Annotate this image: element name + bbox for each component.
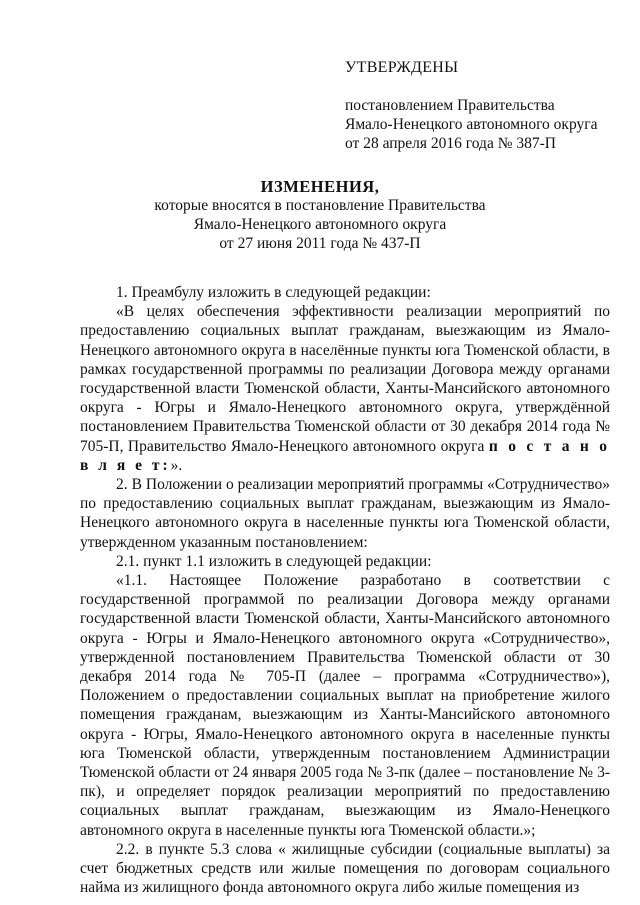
approval-heading: УТВЕРЖДЕНЫ	[345, 59, 459, 76]
paragraph-6: 2.2. в пункте 5.3 слова « жилищные субсидии (социальные выплаты) за счет бюджетных средств или жилые помещения по договорам социального найма из жилищного фонда автономного округа либо жилые помещения из	[80, 840, 610, 897]
paragraph-2	[80, 302, 610, 475]
paragraph-5: «1.1. Настоящее Положение разработано в соответствии с государственной программой по реализации Договора между органами государственной власти Тюменской области, Ханты-Мансийского автономного округа - Югры и Ямало-Ненецкого автономного округа «Сотрудничество», утвержденной постановлением Правительства Тюменской области от 30 декабря 2014 года № 705-П (далее – программа «Сотрудничество»), Положением о предоставлении социальных выплат на приобретение жилого помещения гражданам, выезжающим из Ханты-Мансийского автономного округа - Югры, Ямало-Ненецкого автономного округа в населенные пункты юга Тюменской области, утвержденным постановлением Администрации Тюменской области от 24 января 2005 года № 3-пк (далее – постановление № 3-пк), и определяет порядок реализации мероприятий по предоставлению социальных выплат гражданам, выезжающим из Ямало-Ненецкого автономного округа в населенные пункты юга Тюменской области.»;	[80, 572, 610, 839]
document-body	[80, 283, 610, 898]
approval-line-3: от 28 апреля 2016 года № 387-П	[345, 135, 556, 152]
approval-line-2: Ямало-Ненецкого автономного округа	[345, 116, 598, 133]
paragraph-2-text: «В целях обеспечения эффективности реализации мероприятий по предоставлению социальных выплат гражданам, выезжающим из Ямало-Ненецкого автономного округа в населённые пункты юга Тюменской области, в рамках государственной программы по реализации Договора между органами государственной власти Тюменской области, Ханты-Мансийского автономного округа - Югры и Ямало-Ненецкого автономного округа, утверждённой постановлением Правительства Тюменской области от 30 декабря 2014 года № 705-П, Правительство Ямало-Ненецкого автономного округа	[80, 303, 610, 455]
paragraph-4: 2.1. пункт 1.1 изложить в следующей редакции:	[116, 552, 432, 570]
paragraph-1: 1. Преамбулу изложить в следующей редакции:	[116, 284, 431, 301]
approval-stamp	[345, 58, 597, 153]
title-line-3: от 27 июня 2011 года № 437-П	[219, 235, 421, 252]
title-line-2: Ямало-Ненецкого автономного округа	[193, 216, 447, 233]
paragraph-2-tail: ».	[170, 456, 183, 474]
resolves-word: п о с т а н о в л я е т:	[80, 437, 611, 474]
title-line-1: которые вносятся в постановление Правительства	[154, 197, 486, 214]
approval-line-1: постановлением Правительства	[345, 97, 555, 114]
document-title	[0, 177, 640, 253]
title-main: ИЗМЕНЕНИЯ,	[260, 177, 380, 196]
paragraph-3: 2. В Положении о реализации мероприятий программы «Сотрудничество» по предоставлению социальных выплат гражданам, выезжающим из Ямало-Ненецкого автономного округа в населенные пункты юга Тюменской области, утвержденном указанным постановлением:	[80, 476, 610, 551]
